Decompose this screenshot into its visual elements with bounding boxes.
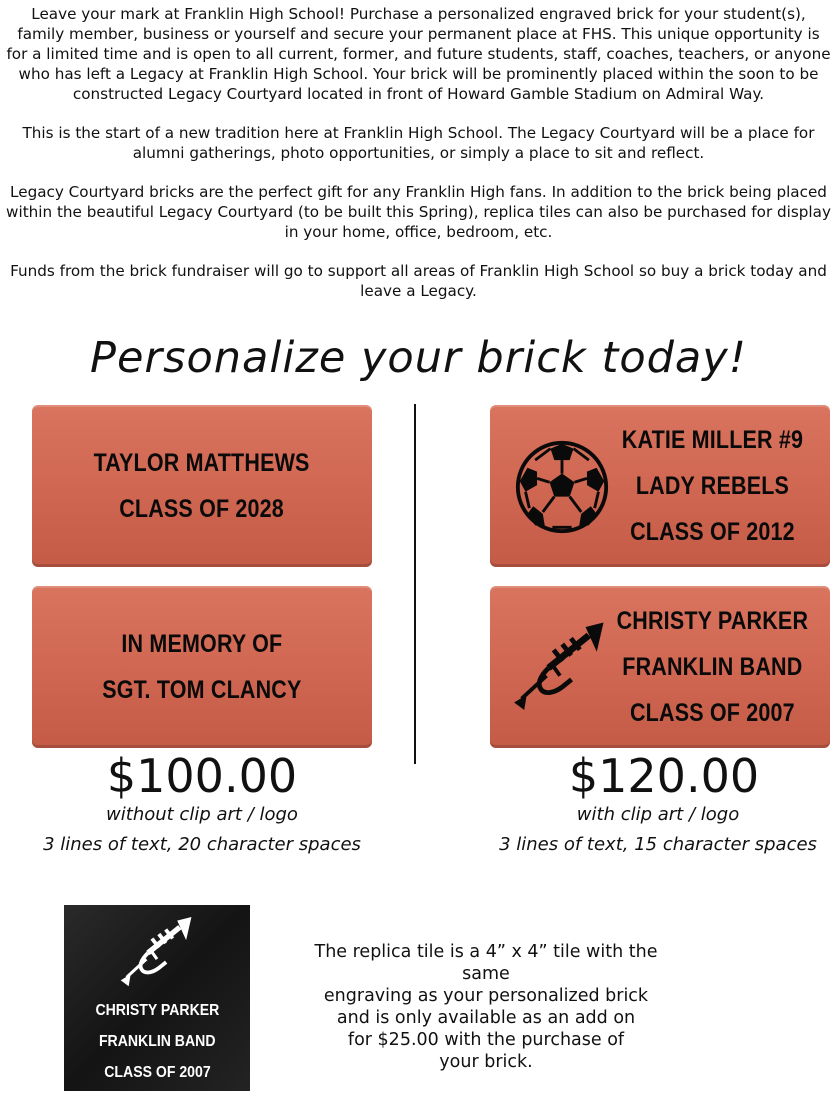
- replica-line: engraving as your personalized brick: [323, 986, 649, 1006]
- engraving-line: CLASS OF 2028: [119, 495, 285, 523]
- brick-engraving: [102, 621, 301, 713]
- replica-line: for $25.00 with the purchase of: [347, 1030, 625, 1050]
- brick-sample-clipart-1: [490, 405, 830, 567]
- intro-paragraph-4: Funds from the brick fundraiser will go to support all areas of Franklin High School so buy a brick today and leave a Legacy.: [10, 262, 827, 300]
- tile-engraving-line: FRANKLIN BAND: [98, 1033, 216, 1050]
- engraving-line: IN MEMORY OF: [121, 630, 283, 658]
- engraving-line: LADY REBELS: [635, 472, 790, 500]
- tile-engraving-line: CHRISTY PARKER: [95, 1002, 219, 1019]
- engraving-line: FRANKLIN BAND: [622, 653, 803, 681]
- replica-tile: [64, 905, 250, 1091]
- brick-sample-plain-1: [32, 405, 372, 567]
- price-clipart-spec: 3 lines of text, 15 character spaces: [499, 834, 817, 855]
- replica-line: and is only available as an add on: [336, 1008, 636, 1028]
- replica-line: your brick.: [439, 1052, 533, 1072]
- engraving-line: TAYLOR MATTHEWS: [94, 449, 310, 477]
- tile-engraving: [64, 995, 250, 1088]
- intro-paragraph-3: Legacy Courtyard bricks are the perfect gift for any Franklin High fans. In addition to the brick being placed within the beautiful Legacy Courtyard (to be built this Spring), replica tiles can also be purchased for display in your home, office, bedroom, etc.: [6, 183, 831, 241]
- price-clipart: $120.00: [568, 749, 760, 803]
- intro-paragraph-1: Leave your mark at Franklin High School! Purchase a personalized engraved brick for your student(s), family member, business or yourself and secure your permanent place at FHS. This unique opportunity is for a limited time and is open to all current, former, and future students, staff, coaches, teachers, or anyone who has left a Legacy at Franklin High School. Your brick will be prominently placed within the soon to be constructed Legacy Courtyard located in front of Howard Gamble Stadium on Admiral Way.: [6, 5, 831, 103]
- engraving-line: SGT. TOM CLANCY: [102, 676, 302, 704]
- engraving-line: CLASS OF 2012: [630, 518, 795, 546]
- intro-paragraph-2: This is the start of a new tradition here at Franklin High School. The Legacy Courtyard will be a place for alumni gatherings, photo opportunities, or simply a place to sit and reflect.: [22, 124, 815, 162]
- replica-tile-description: [296, 941, 676, 1073]
- tile-engraving-line: CLASS OF 2007: [103, 1064, 211, 1081]
- brick-engraving-area: [595, 586, 830, 748]
- price-clipart-description: with clip art / logo: [576, 804, 740, 825]
- headline: Personalize your brick today!: [90, 333, 747, 383]
- brick-engraving-area: [595, 405, 830, 567]
- trumpet-icon: [119, 915, 195, 991]
- brick-sample-clipart-2: [490, 586, 830, 748]
- intro-text: [0, 4, 837, 320]
- price-plain-spec: 3 lines of text, 20 character spaces: [43, 834, 361, 855]
- brick-engraving: [622, 417, 803, 555]
- price-plain: $100.00: [106, 749, 298, 803]
- engraving-line: CHRISTY PARKER: [616, 607, 809, 635]
- brick-sample-plain-2: [32, 586, 372, 748]
- engraving-line: KATIE MILLER #9: [621, 426, 804, 454]
- column-divider: [414, 404, 416, 764]
- engraving-line: CLASS OF 2007: [630, 699, 795, 727]
- brick-engraving: [617, 598, 809, 736]
- brick-engraving: [94, 440, 310, 532]
- replica-line: The replica tile is a 4” x 4” tile with the same: [314, 942, 658, 984]
- price-plain-description: without clip art / logo: [106, 804, 298, 825]
